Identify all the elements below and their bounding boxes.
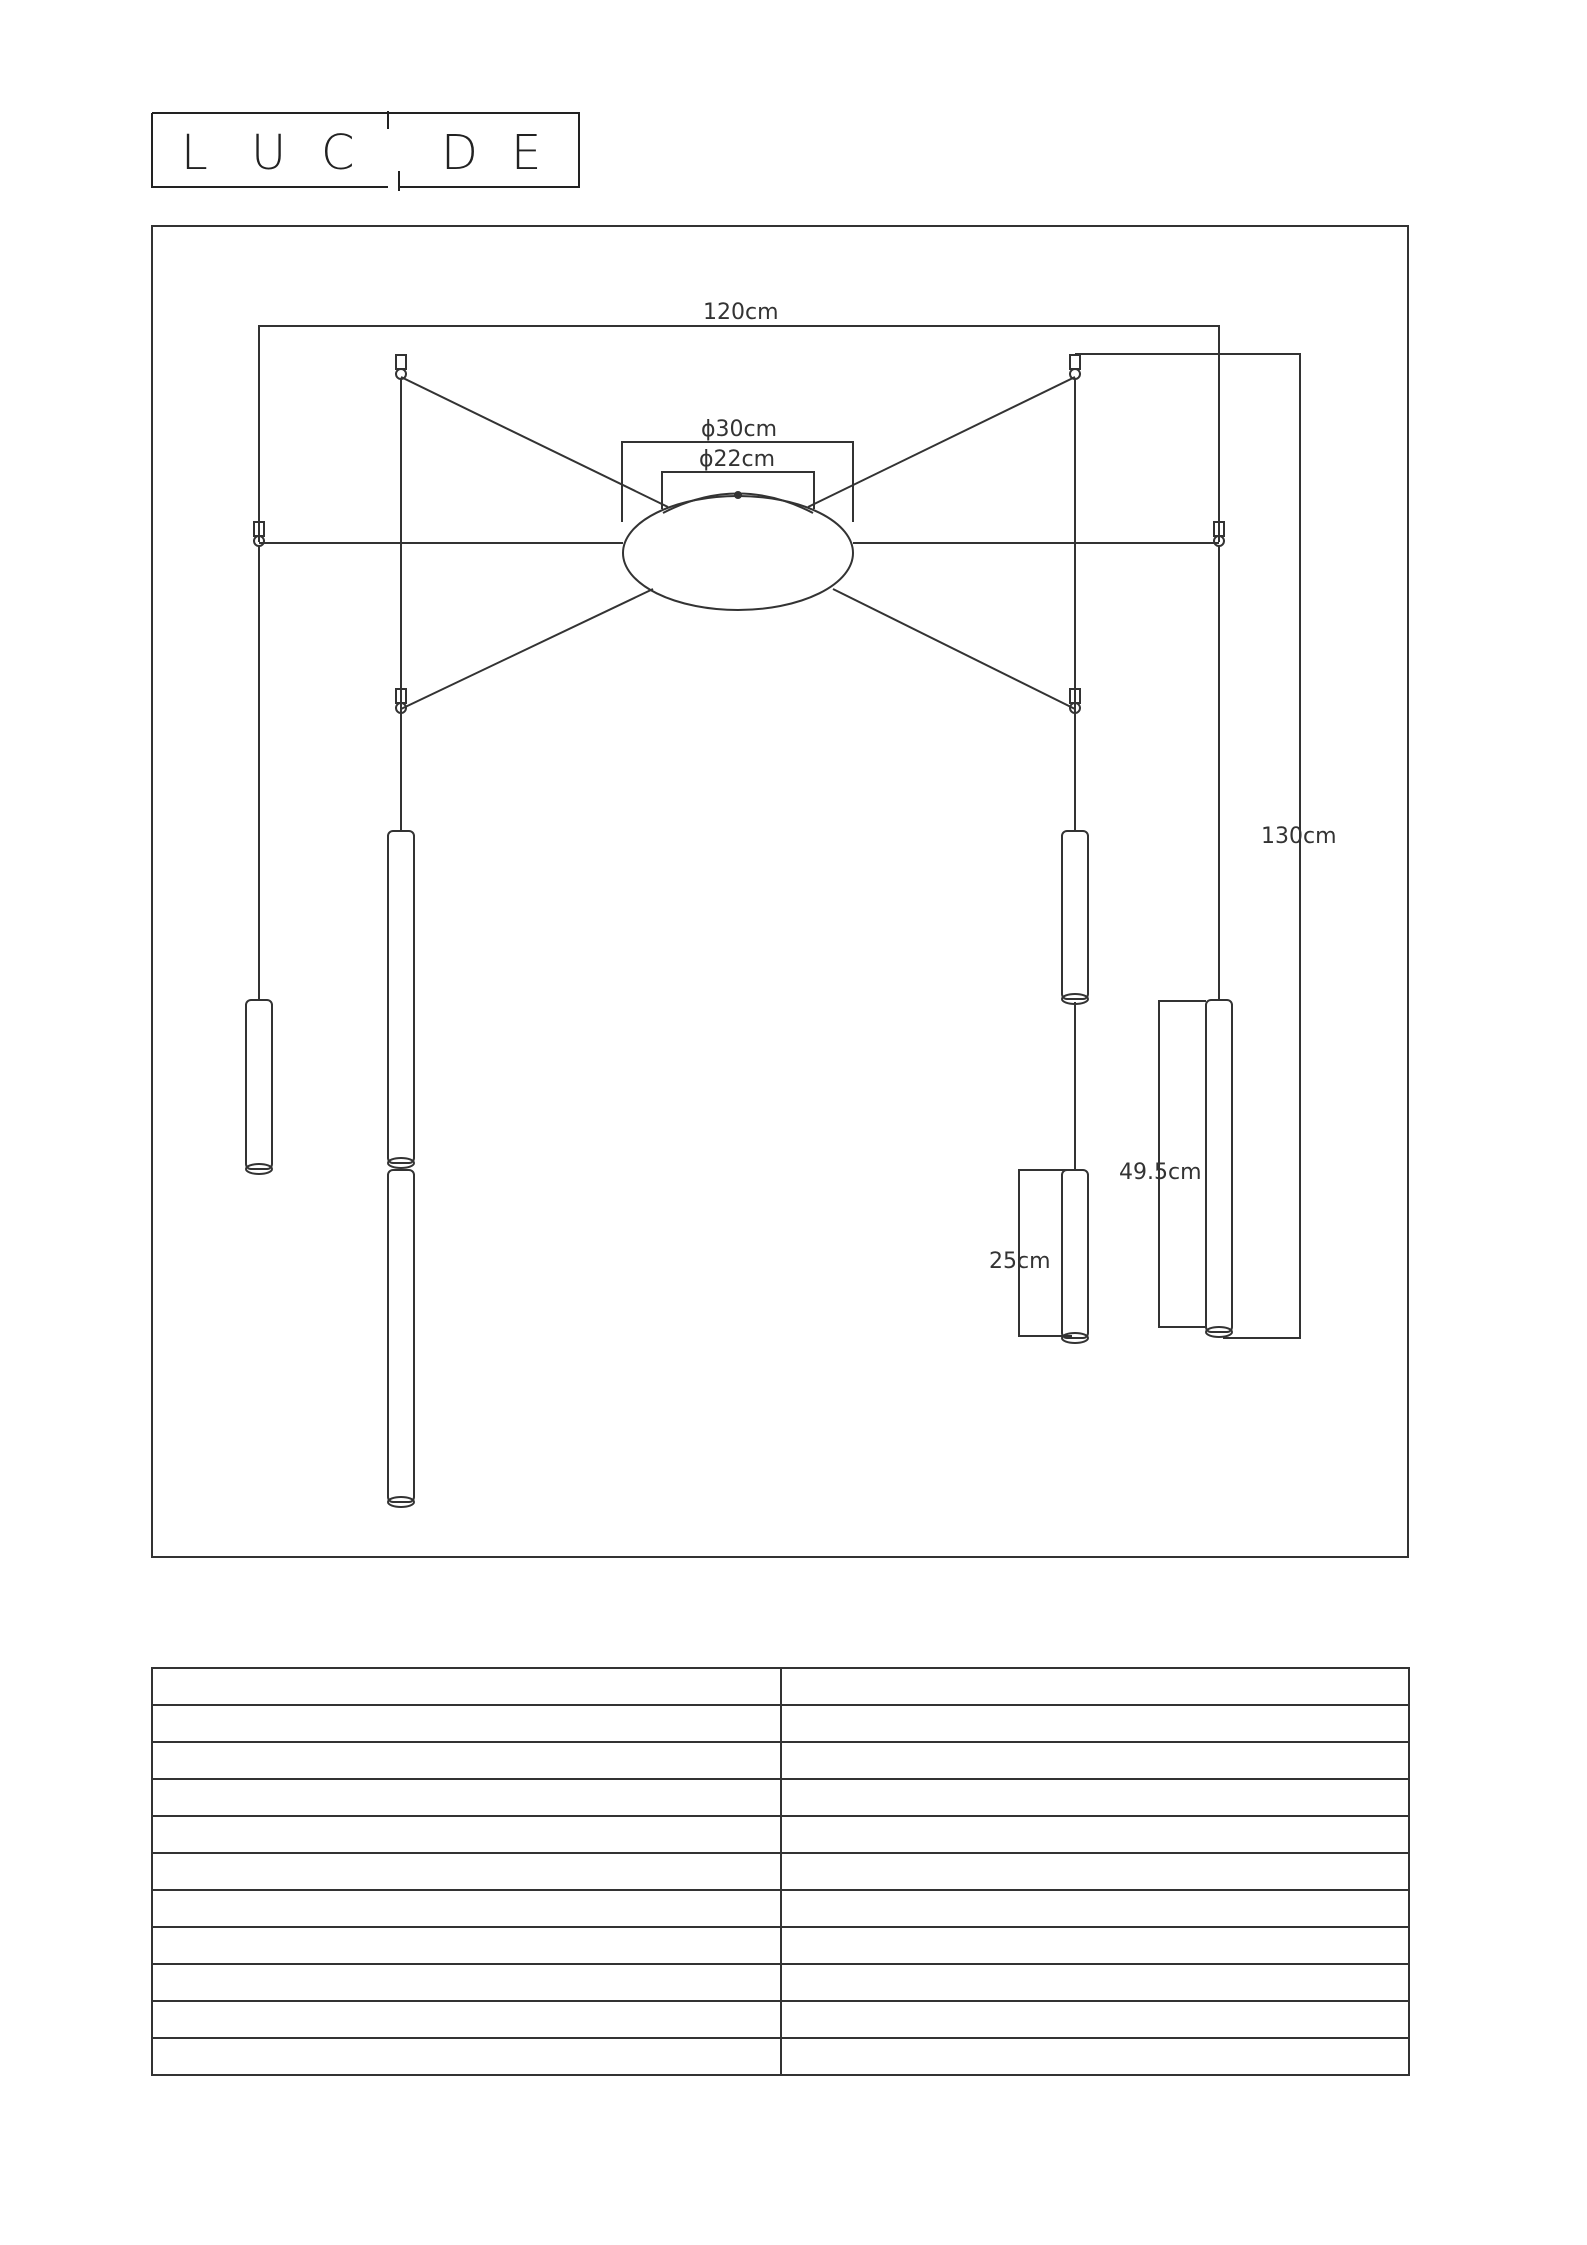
table-row (152, 1816, 1409, 1853)
table-cell (781, 1964, 1410, 2001)
total-height-label: 130cm (1261, 824, 1337, 849)
table-row (152, 1927, 1409, 1964)
table-cell (781, 1890, 1410, 1927)
table-cell (152, 2001, 781, 2038)
table-row (152, 1890, 1409, 1927)
logo-letter-u: U (251, 125, 287, 181)
table-cell (152, 1853, 781, 1890)
short-tube-length-label: 25cm (989, 1249, 1051, 1274)
table-cell (152, 1705, 781, 1742)
table-cell (781, 1853, 1410, 1890)
long-tube-length-label: 49.5cm (1119, 1160, 1202, 1185)
table-cell (781, 2001, 1410, 2038)
table-cell (781, 1668, 1410, 1705)
technical-drawing-frame (151, 225, 1409, 1558)
table-cell (152, 2038, 781, 2075)
table-cell (152, 1890, 781, 1927)
table-cell (781, 1927, 1410, 1964)
logo-letter-c: C (321, 125, 355, 181)
table-row (152, 1853, 1409, 1890)
logo-letter-d: D (441, 125, 478, 181)
table-cell (152, 1816, 781, 1853)
brand-logo (151, 111, 581, 191)
table-cell (781, 1742, 1410, 1779)
table-row (152, 1964, 1409, 2001)
specification-table (151, 1667, 1410, 2076)
table-row (152, 1668, 1409, 1705)
canopy-inner-diameter-label: ϕ22cm (699, 447, 776, 472)
table-cell (152, 1927, 781, 1964)
table-cell (152, 1964, 781, 2001)
logo-letter-e: E (511, 125, 542, 181)
table-cell (781, 1779, 1410, 1816)
table-cell (781, 2038, 1410, 2075)
table-row (152, 2038, 1409, 2075)
logo-letter-l: L (181, 125, 208, 181)
table-cell (152, 1779, 781, 1816)
table-cell (781, 1816, 1410, 1853)
table-cell (152, 1742, 781, 1779)
table-row (152, 2001, 1409, 2038)
table-row (152, 1742, 1409, 1779)
table-row (152, 1705, 1409, 1742)
technical-drawing (153, 227, 1411, 1560)
table-cell (781, 1705, 1410, 1742)
table-row (152, 1779, 1409, 1816)
canopy-outer-diameter-label: ϕ30cm (701, 417, 778, 442)
table-cell (152, 1668, 781, 1705)
total-width-label: 120cm (703, 300, 779, 325)
